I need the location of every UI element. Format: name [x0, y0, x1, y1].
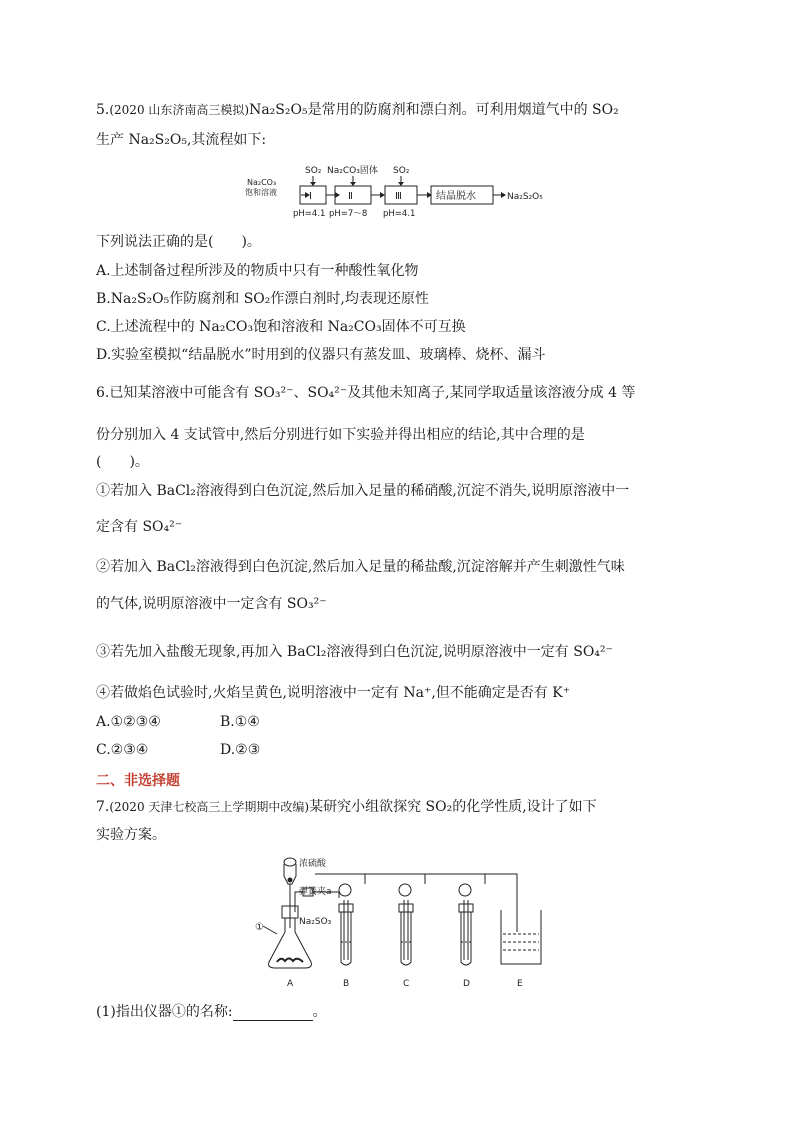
q7-sub1-text: (1)指出仪器①的名称: — [96, 1004, 233, 1020]
q5-number: 5. — [96, 102, 110, 118]
q6-statement-2b: 的气体,说明原溶液中一定含有 SO₃²⁻ — [96, 596, 327, 612]
flow-step1-label: Ⅰ — [309, 191, 312, 202]
label-spring-clamp: 弹簧夹a — [299, 887, 332, 897]
q5-source: (2020 山东济南高三模拟) — [109, 103, 250, 117]
label-b: B — [343, 979, 350, 989]
q6-option-c: C.②③④ — [96, 742, 149, 758]
q6-options-row-1 — [96, 713, 260, 731]
q7-sub1 — [96, 1003, 327, 1021]
q5-option-d: D.实验室模拟“结晶脱水”时用到的仪器只有蒸发皿、玻璃棒、烧杯、漏斗 — [96, 347, 546, 363]
section-heading: 二、非选择题 — [96, 773, 180, 789]
q7-intro: 某研究小组欲探究 SO₂的化学性质,设计了如下 — [309, 799, 597, 815]
flow-start-line1: Na₂CO₃ — [247, 178, 277, 187]
label-e: E — [517, 979, 523, 989]
q6-statement-3: ③若先加入盐酸无现象,再加入 BaCl₂溶液得到白色沉淀,说明原溶液中一定有 SO₄²⁻ — [96, 644, 613, 660]
label-d: D — [463, 979, 470, 989]
flow-step2-ph: pH=7～8 — [329, 209, 368, 219]
q6-options-row-2 — [96, 741, 260, 759]
q7-sub1-end: 。 — [312, 1004, 327, 1020]
q5-line-2: 生产 Na₂S₂O₅,其流程如下: — [96, 132, 267, 148]
q5-line-1 — [96, 101, 619, 119]
q6-option-a: A.①②③④ — [96, 714, 161, 730]
q7-source: (2020 天津七校高三上学期期中改编) — [109, 800, 310, 814]
q6-statement-1b: 定含有 SO₄²⁻ — [96, 519, 183, 535]
q6-statement-2a: ②若加入 BaCl₂溶液得到白色沉淀,然后加入足量的稀盐酸,沉淀溶解并产生刺激性气味 — [96, 559, 625, 575]
answer-blank[interactable] — [233, 1006, 313, 1021]
q5-stem: 下列说法正确的是( )。 — [96, 234, 261, 250]
label-flask-mark: ① — [255, 922, 264, 933]
q6-line-2: 份分别加入 4 支试管中,然后分别进行如下实验并得出相应的结论,其中合理的是 — [96, 427, 585, 443]
q5-option-c: C.上述流程中的 Na₂CO₃饱和溶液和 Na₂CO₃固体不可互换 — [96, 319, 466, 335]
q6-statement-4: ④若做焰色试验时,火焰呈黄色,说明溶液中一定有 Na⁺,但不能确定是否有 K⁺ — [96, 685, 571, 701]
flow-start-line2: 饱和溶液 — [245, 188, 277, 197]
q5-intro: Na₂S₂O₅是常用的防腐剂和漂白剂。可利用烟道气中的 SO₂ — [249, 102, 619, 118]
q6-line-1: 6.已知某溶液中可能含有 SO₃²⁻、SO₄²⁻及其他未知离子,某同学取适量该溶液分成 4 等 — [96, 385, 636, 401]
q6-statement-1a: ①若加入 BaCl₂溶液得到白色沉淀,然后加入足量的稀硝酸,沉淀不消失,说明原溶液中一 — [96, 483, 630, 499]
flow-step3-input: SO₂ — [393, 166, 410, 176]
flow-step3-label: Ⅲ — [395, 191, 402, 202]
flow-step4-label: 结晶脱水 — [436, 191, 476, 202]
q7-number: 7. — [96, 799, 110, 815]
flow-product: Na₂S₂O₅ — [507, 192, 543, 202]
q5-flow-chart — [245, 160, 565, 220]
q7-line-2: 实验方案。 — [96, 827, 166, 843]
q5-option-a: A.上述制备过程所涉及的物质中只有一种酸性氧化物 — [96, 263, 419, 279]
q7-apparatus-diagram — [255, 850, 545, 992]
q6-option-d: D.②③ — [220, 742, 261, 758]
flow-step3-ph: pH=4.1 — [383, 209, 416, 219]
q7-line-1 — [96, 798, 597, 816]
flow-step2-input: Na₂CO₃固体 — [327, 166, 378, 176]
flow-step1-ph: pH=4.1 — [293, 209, 326, 219]
flow-step1-input: SO₂ — [305, 166, 322, 176]
label-conc-sulfuric-acid: 浓硫酸 — [299, 859, 327, 869]
q6-line-3: ( )。 — [96, 454, 149, 470]
q6-option-b: B.①④ — [220, 714, 260, 730]
label-c: C — [403, 979, 410, 989]
flow-step2-label: Ⅱ — [348, 191, 353, 202]
label-a: A — [287, 979, 294, 989]
q5-option-b: B.Na₂S₂O₅作防腐剂和 SO₂作漂白剂时,均表现还原性 — [96, 291, 429, 307]
label-sodium-sulfite: Na₂SO₃ — [299, 917, 332, 927]
